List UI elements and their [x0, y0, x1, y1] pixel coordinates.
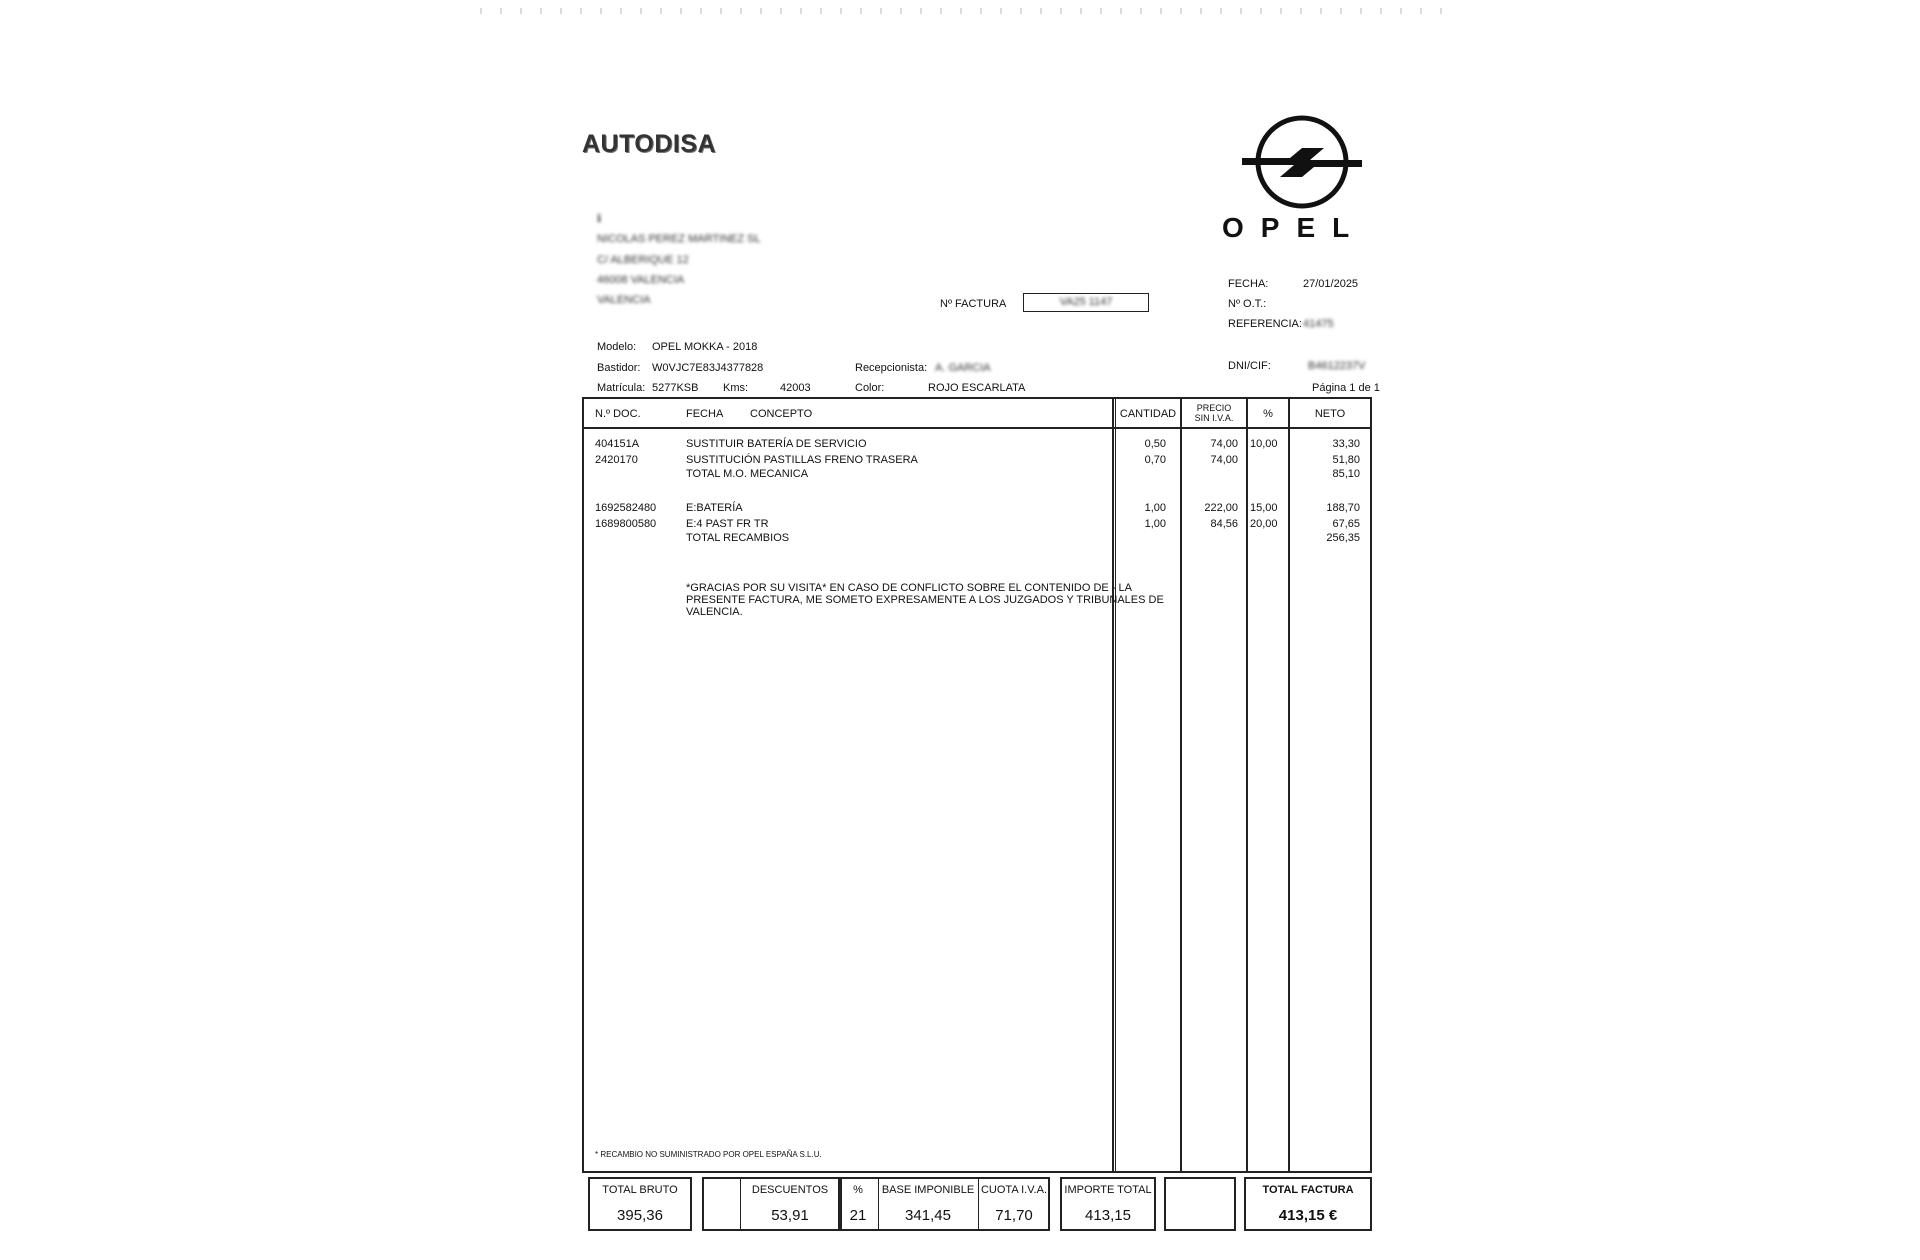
- row-precio: 74,00: [1210, 438, 1238, 450]
- col-header-neto: NETO: [1314, 408, 1346, 420]
- total-bruto-label: TOTAL BRUTO: [602, 1184, 678, 1196]
- row-doc: 2420170: [595, 454, 638, 466]
- row-pct: 15,00: [1250, 502, 1278, 514]
- matricula-value: 5277KSB: [652, 382, 699, 394]
- descuentos-label: DESCUENTOS: [751, 1184, 829, 1196]
- col-header-doc: N.º DOC.: [595, 408, 641, 420]
- customer-line-4: 46008 VALENCIA: [597, 274, 685, 286]
- row-pct: 20,00: [1250, 518, 1278, 530]
- invoice-number-box: [1023, 293, 1149, 312]
- invoice-label: Nº FACTURA: [940, 298, 1007, 310]
- opel-logo-icon: [1238, 112, 1366, 212]
- matricula-label: Matrícula:: [597, 382, 646, 394]
- col-header-pct: %: [1263, 408, 1273, 420]
- base-imponible-label: BASE IMPONIBLE: [881, 1184, 975, 1196]
- dni-label: DNI/CIF:: [1228, 360, 1271, 372]
- empty-total-box: [1164, 1177, 1236, 1231]
- importe-total-value: 413,15: [1085, 1207, 1131, 1224]
- base-imponible-value: 341,45: [905, 1207, 951, 1224]
- row-precio: 74,00: [1210, 454, 1238, 466]
- modelo-value: OPEL MOKKA - 2018: [652, 341, 758, 353]
- iva-pct-value: 21: [849, 1207, 867, 1224]
- page-number: Página 1 de 1: [1312, 382, 1380, 394]
- note-line: VALENCIA.: [686, 606, 743, 618]
- col-header-precio-line1: PRECIO: [1196, 403, 1232, 413]
- note-line: *GRACIAS POR SU VISITA* EN CASO DE CONFLICTO SOBRE EL CONTENIDO DE - LA: [686, 582, 1132, 594]
- col-divider-cantidad: [1112, 397, 1114, 1173]
- customer-line-2: NICOLAS PEREZ MARTINEZ SL: [597, 233, 761, 245]
- col-divider-pct: [1246, 397, 1248, 1173]
- fecha-label: FECHA:: [1228, 278, 1269, 290]
- scan-artifact: [480, 8, 1460, 14]
- modelo-label: Modelo:: [597, 341, 637, 353]
- kms-value: 42003: [780, 382, 811, 394]
- recepcionista-value: A. GARCIA: [935, 362, 991, 374]
- row-concepto: SUSTITUCIÓN PASTILLAS FRENO TRASERA: [686, 454, 918, 466]
- row-concepto: E:4 PAST FR TR: [686, 518, 769, 530]
- row-neto: 51,80: [1332, 454, 1360, 466]
- col-header-precio: [1182, 403, 1246, 423]
- referencia-label: REFERENCIA:: [1228, 318, 1302, 330]
- color-label: Color:: [855, 382, 885, 394]
- footnote: * RECAMBIO NO SUMINISTRADO POR OPEL ESPAÑA S.L.U.: [595, 1150, 822, 1159]
- descuentos-value: 53,91: [771, 1207, 809, 1224]
- col-header-cantidad: CANTIDAD: [1119, 408, 1177, 420]
- iva-pct-label: %: [853, 1184, 863, 1196]
- row-cantidad: 0,70: [1144, 454, 1166, 466]
- brand-name: OPEL: [1222, 212, 1367, 243]
- customer-line-5: VALENCIA: [597, 294, 651, 306]
- row-concepto: SUSTITUIR BATERÍA DE SERVICIO: [686, 438, 867, 450]
- row-cantidad: 1,00: [1144, 518, 1166, 530]
- row-neto: 85,10: [1332, 468, 1360, 480]
- table-header-divider: [582, 427, 1372, 429]
- row-doc: 1689800580: [595, 518, 657, 530]
- note-line: PRESENTE FACTURA, ME SOMETO EXPRESAMENTE A LOS JUZGADOS Y TRIBUNALES DE: [686, 594, 1164, 606]
- col-header-precio-line2: SIN I.V.A.: [1194, 413, 1234, 423]
- row-cantidad: 1,00: [1144, 502, 1166, 514]
- row-precio: 222,00: [1204, 502, 1238, 514]
- customer-line-3: C/ ALBERIQUE 12: [597, 254, 689, 266]
- row-neto: 33,30: [1332, 438, 1360, 450]
- fecha-value: 27/01/2025: [1303, 278, 1359, 290]
- row-cantidad: 0,50: [1144, 438, 1166, 450]
- recepcionista-label: Recepcionista:: [855, 362, 928, 374]
- bastidor-value: W0VJC7E83J4377828: [652, 362, 764, 374]
- row-concepto: TOTAL M.O. MECANICA: [686, 468, 809, 480]
- row-neto: 256,35: [1326, 532, 1360, 544]
- total-bruto-value: 395,36: [617, 1207, 663, 1224]
- bastidor-label: Bastidor:: [597, 362, 641, 374]
- row-neto: 188,70: [1326, 502, 1360, 514]
- total-factura-label: TOTAL FACTURA: [1262, 1184, 1354, 1196]
- invoice-number: VA25 1147: [1059, 296, 1113, 308]
- row-neto: 67,65: [1332, 518, 1360, 530]
- total-factura-value: 413,15 €: [1278, 1207, 1338, 1224]
- referencia-value: 41475: [1303, 318, 1334, 330]
- col-header-fecha: FECHA: [686, 408, 724, 420]
- row-precio: 84,56: [1210, 518, 1238, 530]
- ot-label: Nº O.T.:: [1228, 298, 1267, 310]
- importe-total-label: IMPORTE TOTAL: [1064, 1184, 1152, 1196]
- dni-value: B4612237V: [1308, 360, 1366, 372]
- row-concepto: E:BATERÍA: [686, 502, 743, 514]
- cuota-iva-label: CUOTA I.V.A.: [980, 1184, 1048, 1196]
- customer-line-1: ℹ: [597, 213, 602, 225]
- row-doc: 1692582480: [595, 502, 657, 514]
- kms-label: Kms:: [723, 382, 749, 394]
- row-pct: 10,00: [1250, 438, 1278, 450]
- row-concepto: TOTAL RECAMBIOS: [686, 532, 790, 544]
- cuota-iva-value: 71,70: [995, 1207, 1033, 1224]
- col-header-concepto: CONCEPTO: [750, 408, 813, 420]
- company-name: AUTODISA: [582, 130, 717, 158]
- color-value: ROJO ESCARLATA: [928, 382, 1026, 394]
- row-doc: 404151A: [595, 438, 640, 450]
